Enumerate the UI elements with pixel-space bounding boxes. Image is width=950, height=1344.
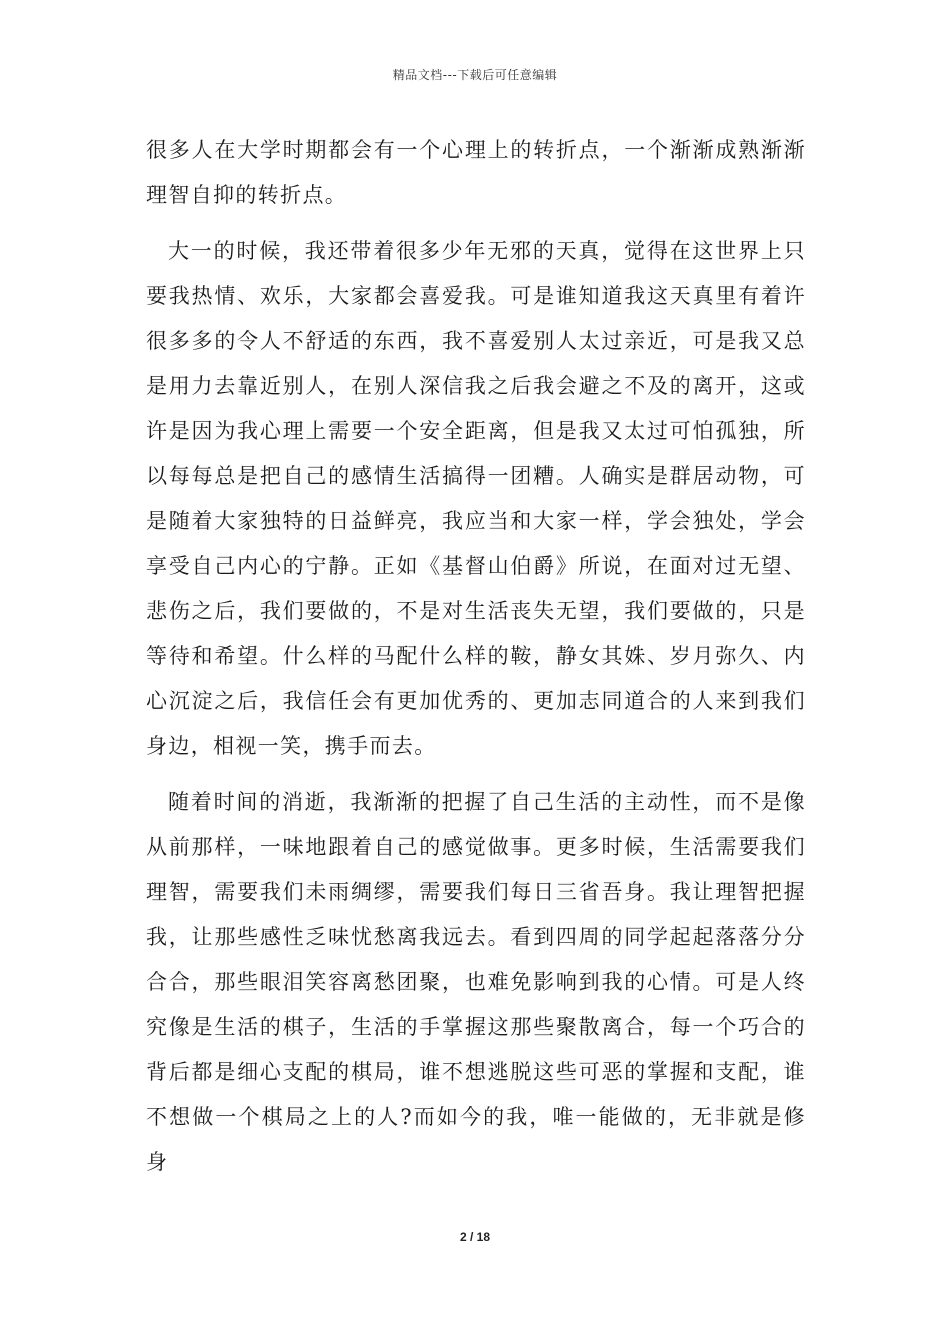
body-text xyxy=(146,128,806,1185)
paragraph-1: 很多人在大学时期都会有一个心理上的转折点，一个渐渐成熟渐渐理智自抑的转折点。 xyxy=(146,138,806,207)
page-header: 精品文档---下载后可任意编辑 xyxy=(392,68,558,82)
paragraph-2: 大一的时候，我还带着很多少年无邪的天真，觉得在这世界上只要我热情、欢乐，大家都会喜爱我。可是谁知道我这天真里有着许很多多的令人不舒适的东西，我不喜爱别人太过亲近，可是我又总是用力去靠近别人，在别人深信我之后我会避之不及的离开，这或许是因为我心理上需要一个安全距离，但是我又太过可怕孤独，所以每每总是把自己的感情生活搞得一团糟。人确实是群居动物，可是随着大家独特的日益鲜亮，我应当和大家一样，学会独处，学会享受自己内心的宁静。正如《基督山伯爵》所说，在面对过无望、悲伤之后，我们要做的，不是对生活丧失无望，我们要做的，只是等待和希望。什么样的马配什么样的鞍，静女其姝、岁月弥久、内心沉淀之后，我信任会有更加优秀的、更加志同道合的人来到我们身边，相视一笑，携手而去。 xyxy=(146,239,806,758)
paragraph-3: 随着时间的消逝，我渐渐的把握了自己生活的主动性，而不是像从前那样，一味地跟着自己的感觉做事。更多时候，生活需要我们理智，需要我们未雨绸缪，需要我们每日三省吾身。我让理智把握我，让那些感性乏味忧愁离我远去。看到四周的同学起起落落分分合合，那些眼泪笑容离愁团聚，也难免影响到我的心情。可是人终究像是生活的棋子，生活的手掌握这那些聚散离合，每一个巧合的背后都是细心支配的棋局，谁不想逃脱这些可恶的掌握和支配，谁不想做一个棋局之上的人?而如今的我，唯一能做的，无非就是修身 xyxy=(146,790,806,1174)
page-number: 2 / 18 xyxy=(459,1230,491,1244)
